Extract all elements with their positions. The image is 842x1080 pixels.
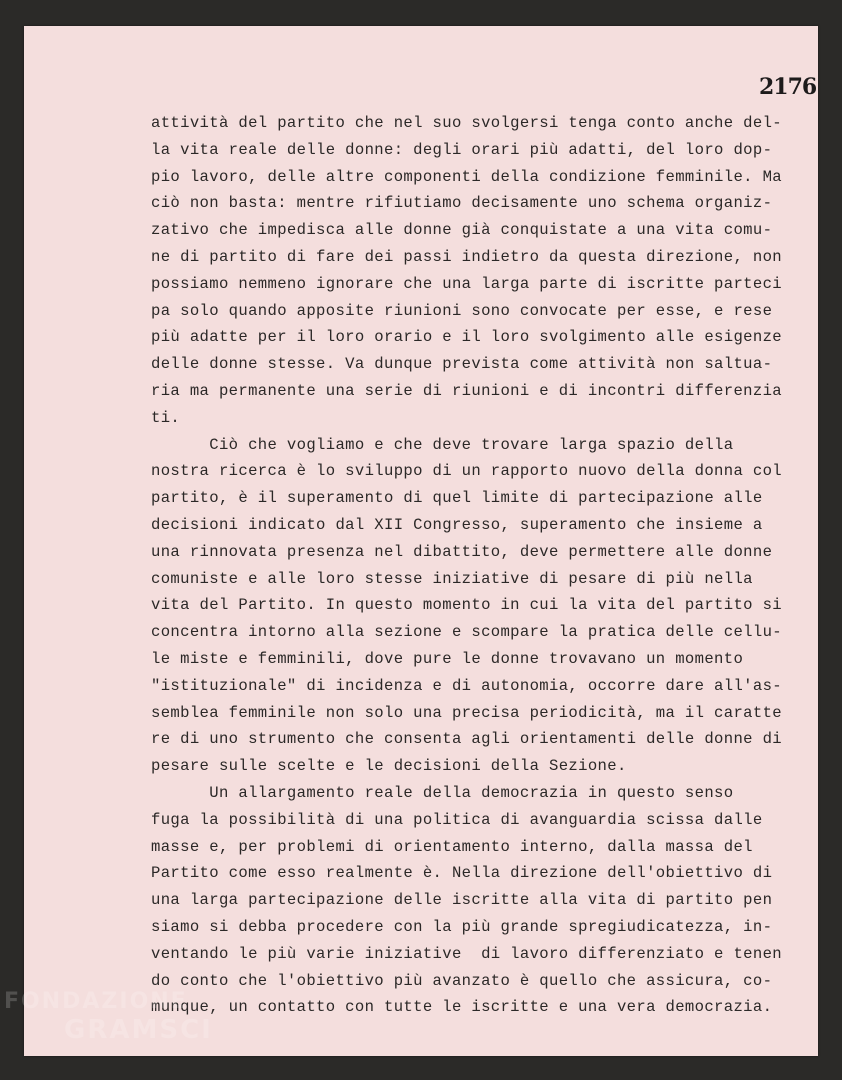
- text-line: le miste e femminili, dove pure le donne trovavano un momento: [151, 649, 744, 668]
- text-line: ti.: [151, 408, 181, 427]
- text-line: siamo si debba procedere con la più grande spregiudicatezza, in-: [151, 917, 773, 936]
- page-number: 2176: [759, 74, 817, 100]
- text-line: la vita reale delle donne: degli orari più adatti, del loro dop-: [151, 140, 773, 159]
- document-page: [24, 26, 818, 1056]
- watermark-line: FONDAZIONE: [4, 989, 188, 1014]
- text-line: fuga la possibilità di una politica di avanguardia scissa dalle: [151, 810, 763, 829]
- text-line: Ciò che vogliamo e che deve trovare larga spazio della: [151, 435, 734, 454]
- text-line: attività del partito che nel suo svolgersi tenga conto anche del-: [151, 114, 783, 132]
- text-line: pa solo quando apposite riunioni sono convocate per esse, e rese: [151, 301, 773, 320]
- text-line: partito, è il superamento di quel limite di partecipazione alle: [151, 489, 763, 508]
- text-line: ventando le più varie iniziative di lavoro differenziato e tenen: [151, 944, 783, 963]
- text-line: masse e, per problemi di orientamento interno, dalla massa del: [151, 837, 753, 856]
- watermark-line: GRAMSCI: [64, 1015, 213, 1045]
- document-text: [151, 110, 791, 1021]
- archive-watermark: [4, 988, 213, 1044]
- text-line: zativo che impedisca alle donne già conquistate a una vita comu-: [151, 221, 773, 240]
- text-line: vita del Partito. In questo momento in cui la vita del partito si: [151, 596, 783, 615]
- text-line: ciò non basta: mentre rifiutiamo decisamente uno schema organiz-: [151, 194, 773, 213]
- text-line: "istituzionale" di incidenza e di autonomia, occorre dare all'as-: [151, 676, 783, 695]
- text-line: comuniste e alle loro stesse iniziative di pesare di più nella: [151, 569, 753, 588]
- text-line: più adatte per il loro orario e il loro svolgimento alle esigenze: [151, 328, 783, 347]
- text-line: concentra intorno alla sezione e scompare la pratica delle cellu-: [151, 623, 783, 642]
- text-line: ne di partito di fare dei passi indietro da questa direzione, non: [151, 247, 783, 266]
- text-line: una larga partecipazione delle iscritte alla vita di partito pen: [151, 891, 773, 910]
- text-line: Partito come esso realmente è. Nella direzione dell'obiettivo di: [151, 864, 773, 883]
- text-line: decisioni indicato dal XII Congresso, superamento che insieme a: [151, 515, 763, 534]
- text-line: semblea femminile non solo una precisa periodicità, ma il caratte: [151, 703, 783, 722]
- text-line: nostra ricerca è lo sviluppo di un rapporto nuovo della donna col: [151, 462, 783, 481]
- text-line: do conto che l'obiettivo più avanzato è quello che assicura, co-: [151, 971, 773, 990]
- text-line: Un allargamento reale della democrazia in questo senso: [151, 783, 734, 802]
- text-line: delle donne stesse. Va dunque prevista come attività non saltua-: [151, 355, 773, 374]
- text-line: una rinnovata presenza nel dibattito, deve permettere alle donne: [151, 542, 773, 561]
- text-line: munque, un contatto con tutte le iscritte e una vera democrazia.: [151, 998, 773, 1017]
- text-line: pio lavoro, delle altre componenti della condizione femminile. Ma: [151, 167, 783, 186]
- text-line: ria ma permanente una serie di riunioni e di incontri differenzia: [151, 381, 783, 400]
- text-line: possiamo nemmeno ignorare che una larga parte di iscritte parteci: [151, 274, 783, 293]
- text-line: pesare sulle scelte e le decisioni della Sezione.: [151, 757, 627, 776]
- text-line: re di uno strumento che consenta agli orientamenti delle donne di: [151, 730, 783, 749]
